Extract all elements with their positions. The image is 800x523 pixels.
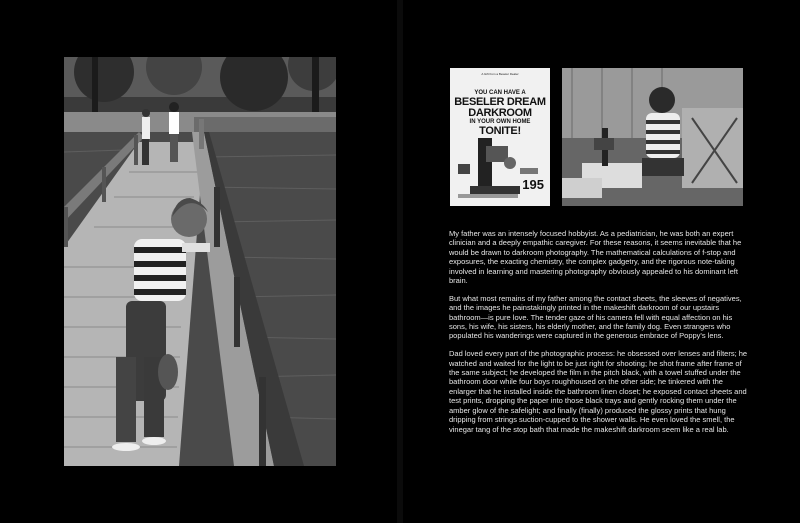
paragraph-2: But what most remains of my father among the contact sheets, the sleeves of negatives, and the images he painstakingly printed in the makeshift darkroom of our upstairs bathroom—is pure love. The tender gaze of his camera fell with equal affection on his sons, his wife, his sisters, his elderly mother, and the family dog. Even strangers who populated his wanderings were captured in the generous embrace of Poppy's lens. [449, 293, 742, 341]
paragraph-3: Dad loved every part of the photographic process: he obsessed over lenses and filters; he watched and waited for the light to be just right for shooting; he shot frame after frame of the same subject; he developed the film in the pitch black, with a towel stuffed under the bathroom door while four boys roughhoused on the other side; he tinkered with the enlarger that he installed inside the bathroom linen closet; he exposed contact sheets and test prints, dropping the paper into those black trays and gently rocking them under the amber glow of the safelight; and finally (finally) produced the glossy prints that hung dripping from strings suction-cupped to the shower walls. He even loved the smell, the vinegar tang of the stop bath that made the makeshift darkroom seem like a real lab. [449, 349, 748, 434]
bridge-photo [64, 57, 336, 466]
bridge-photo-image [64, 57, 336, 466]
ad-headline-5: TONITE! [479, 125, 521, 137]
essay-text [449, 229, 749, 442]
paragraph-1: My father was an intensely focused hobbyist. As a pediatrician, he was both an expert clinician and a deeply empathic caregiver. For these reasons, it seems inevitable that he would be drawn to darkroom photography. The mathematical calculations of f-stop and exposures, the exacting chemistry, the complex gadgetry, and the rigorous note-taking involved in learning and mastering photography obviously appealed to his dominant left brain. [449, 229, 742, 286]
beseler-ad-photo [450, 68, 550, 206]
ad-price: 195 [522, 177, 544, 192]
ad-headline-2: BESELER DREAM [454, 96, 546, 108]
boy-darkroom-image [562, 68, 743, 206]
ad-top-lines: A Gift from a Beseler Dealer [481, 72, 519, 76]
ad-headline-1: YOU CAN HAVE A [474, 90, 526, 96]
ad-headline-4: IN YOUR OWN HOME [469, 119, 531, 125]
ad-headline-3: DARKROOM [468, 107, 532, 119]
boy-darkroom-photo [562, 68, 743, 206]
